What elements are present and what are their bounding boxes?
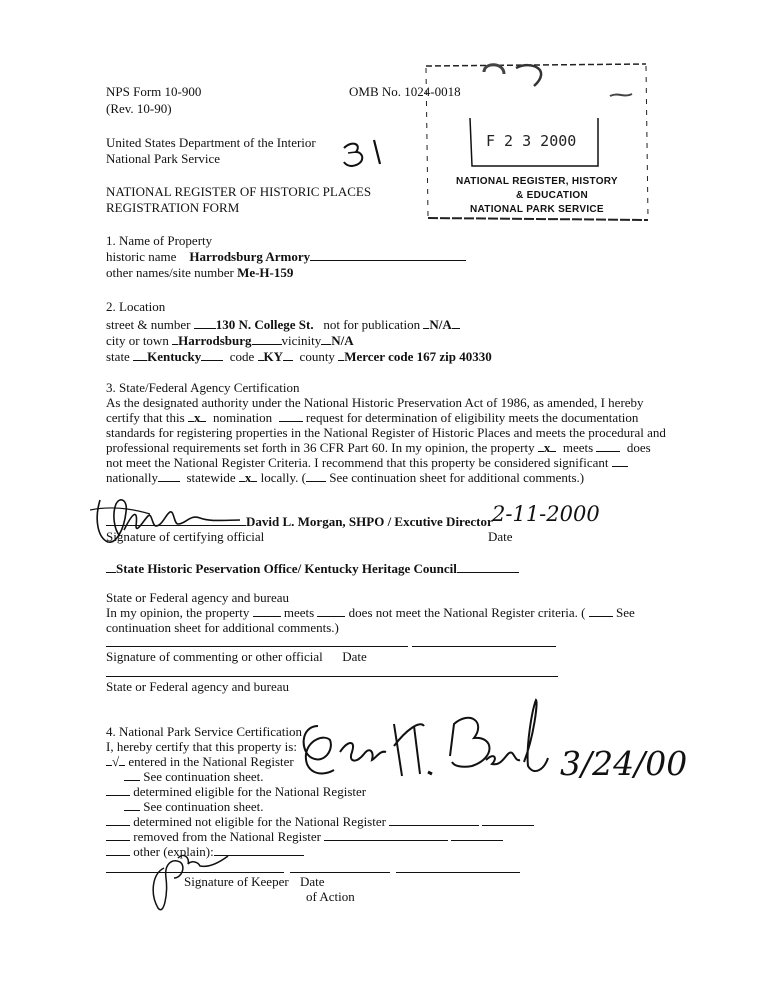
historic-name-row — [106, 249, 466, 264]
nomination-mark: x — [193, 410, 201, 425]
opinion-row: In my opinion, the property meets does not meet the National Register criteria. ( See — [106, 605, 635, 620]
official-name: David L. Morgan, SHPO / Excutive Director — [246, 514, 493, 529]
entered-checkmark: √ — [112, 754, 120, 769]
keeper-signature — [290, 696, 560, 796]
cert-line4: professional requirements set forth in 36 CFR Part 60. In my opinion, the property x meets does — [106, 440, 651, 455]
see-cont2-row: See continuation sheet. — [124, 799, 263, 814]
agency-line2 — [106, 676, 558, 677]
cert-line3: standards for registering properties in the National Register of Historic Places and meets the procedural and — [106, 425, 666, 440]
street-value: 130 N. College St. — [215, 317, 314, 332]
commenting-signature-line — [106, 646, 408, 647]
entered-row: √ entered in the National Register — [106, 754, 294, 769]
state-label: state — [106, 349, 130, 364]
keeper-extra-line — [396, 872, 520, 873]
city-label: city or town — [106, 333, 169, 348]
historic-name-value: Harrodsburg Armory — [189, 249, 311, 264]
certifying-date-label: Date — [488, 529, 513, 544]
stamp-line3: NATIONAL PARK SERVICE — [470, 204, 604, 215]
keeper-label: Signature of Keeper — [184, 874, 289, 889]
cert-line6: nationally statewide x locally. ( See continuation sheet for additional comments.) — [106, 470, 585, 485]
omb-number: OMB No. 1024-0018 — [349, 84, 461, 99]
see-cont1-row: See continuation sheet. — [124, 769, 263, 784]
other-names-row — [106, 265, 293, 280]
not-pub-label: not for publication — [323, 317, 421, 332]
commenting-date-line — [412, 646, 556, 647]
section3-heading: 3. State/Federal Agency Certification — [106, 380, 300, 395]
not-eligible-row: determined not eligible for the National Register — [106, 814, 534, 829]
locally-mark: x — [244, 470, 252, 485]
department: United States Department of the Interior — [106, 135, 316, 150]
removed-row: removed from the National Register — [106, 829, 503, 844]
initials-mark — [142, 834, 232, 916]
vicinity-label: vicinity — [281, 333, 322, 348]
city-row — [106, 333, 354, 348]
code-label: code — [229, 349, 255, 364]
keeper-date-label: Date — [300, 874, 325, 889]
county-value: Mercer code 167 zip 40330 — [344, 349, 492, 364]
stamp-line2: & EDUCATION — [516, 190, 589, 201]
other-names-value: Me-H-159 — [237, 265, 294, 280]
keeper-date-handwritten: 3/24/00 — [560, 744, 688, 783]
official-row — [106, 514, 493, 529]
form-number: NPS Form 10-900 — [106, 84, 202, 99]
agency-label: State or Federal agency and bureau — [106, 590, 290, 605]
stamp-line1: NATIONAL REGISTER, HISTORY — [456, 176, 618, 187]
agency-row — [106, 561, 519, 576]
historic-name-blank — [310, 249, 466, 261]
commenting-date-label: Date — [342, 649, 367, 664]
action-label: of Action — [306, 889, 355, 904]
certifying-date-handwritten: 2-11-2000 — [492, 502, 600, 526]
commenting-row — [106, 649, 367, 664]
city-value: Harrodsburg — [178, 333, 252, 348]
agency-label2: State or Federal agency and bureau — [106, 679, 290, 694]
form-revision: (Rev. 10-90) — [106, 101, 172, 116]
eligible-row: determined eligible for the National Register — [106, 784, 366, 799]
section2-heading: 2. Location — [106, 299, 166, 314]
received-stamp — [424, 62, 650, 222]
vicinity-value: N/A — [331, 333, 354, 348]
section4-heading: 4. National Park Service Certification — [106, 724, 303, 739]
section4-certify: I, hereby certify that this property is: — [106, 739, 297, 754]
historic-name-label: historic name — [106, 249, 177, 264]
cert-line2: certify that this x nomination request for determination of eligibility meets the documentation — [106, 410, 639, 425]
street-row — [106, 317, 460, 332]
cert-line5: not meet the National Register Criteria. I recommend that this property be considered significant — [106, 455, 628, 470]
handwritten-mark-31 — [338, 138, 388, 180]
keeper-date-line — [290, 872, 390, 873]
street-label: street & number — [106, 317, 191, 332]
other-names-label: other names/site number — [106, 265, 234, 280]
state-value: Kentucky — [147, 349, 202, 364]
commenting-label: Signature of commenting or other official — [106, 649, 323, 664]
signature-label: Signature of certifying official — [106, 529, 265, 544]
meets-mark: x — [543, 440, 551, 455]
not-pub-value: N/A — [429, 317, 452, 332]
form-title-line1: NATIONAL REGISTER OF HISTORIC PLACES — [106, 184, 372, 199]
cert-line1: As the designated authority under the National Historic Preservation Act of 1986, as amended, I hereby — [106, 395, 644, 410]
service: National Park Service — [106, 151, 221, 166]
code-value: KY — [263, 349, 284, 364]
agency-value: State Historic Peservation Office/ Kentucky Heritage Council — [116, 561, 457, 576]
stamp-date: F 2 3 2000 — [486, 132, 577, 150]
county-label: county — [299, 349, 335, 364]
other-row: other (explain): — [106, 844, 304, 859]
form-title-line2: REGISTRATION FORM — [106, 200, 240, 215]
section1-heading: 1. Name of Property — [106, 233, 213, 248]
opinion-continuation: continuation sheet for additional comments.) — [106, 620, 339, 635]
state-row — [106, 349, 492, 364]
